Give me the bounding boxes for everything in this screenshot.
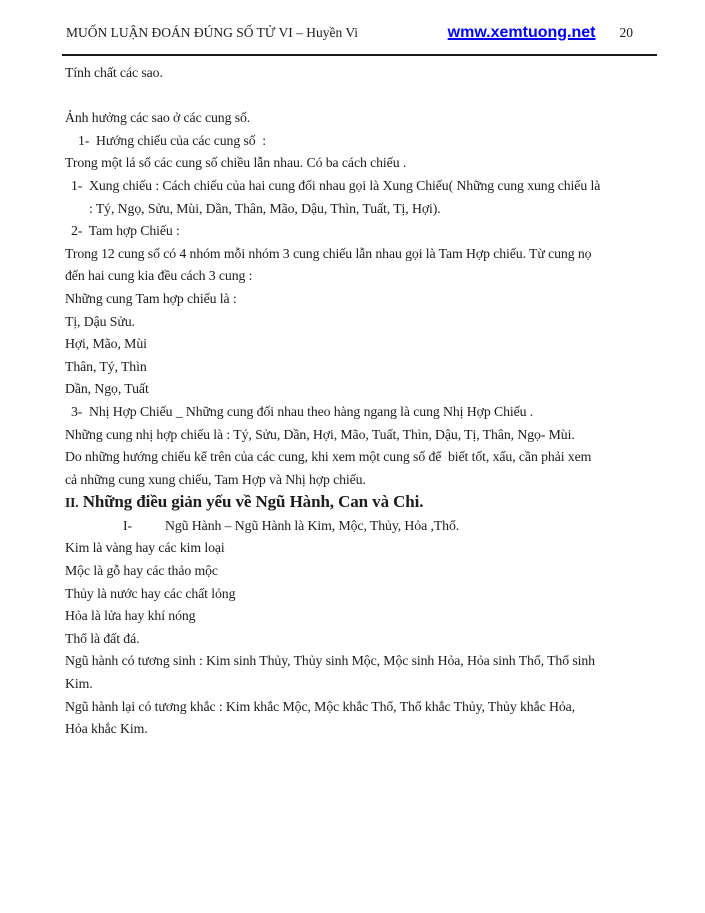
- list-item: 2- Tam hợp Chiếu :: [71, 223, 180, 239]
- list-item: 1- Xung chiếu : Cách chiếu của hai cung đối nhau gọi là Xung Chiếu( Những cung xung chiếu là: [71, 177, 601, 193]
- page-header: [0, 0, 705, 42]
- text-line: Mộc là gỗ hay các thảo mộc: [65, 563, 218, 579]
- text-line: Trong một lá số các cung số chiều lẫn nhau. Có ba cách chiếu .: [65, 155, 407, 171]
- text-line: đến hai cung kia đều cách 3 cung :: [65, 268, 253, 284]
- text-line: Thổ là đất đá.: [65, 630, 140, 646]
- blank-line: [65, 85, 669, 108]
- text-line: Ngũ hành lại có tương khắc : Kim khắc Mộc, Mộc khắc Thổ, Thổ khắc Thủy, Thủy khắc Hỏa,: [65, 698, 576, 714]
- header-divider: [62, 54, 657, 56]
- text-line: Hợi, Mão, Mùi: [65, 336, 147, 352]
- list-item: 3- Nhị Hợp Chiếu _ Những cung đối nhau theo hàng ngang là cung Nhị Hợp Chiếu .: [71, 403, 534, 419]
- list-item: 1- Hướng chiếu của các cung số :: [78, 132, 266, 148]
- section-heading: [65, 491, 669, 515]
- text-line: Những cung Tam hợp chiếu là :: [65, 290, 237, 306]
- page-number: 20: [619, 25, 633, 40]
- section-heading-text: Những điều giản yếu về Ngũ Hành, Can và Chi.: [78, 492, 424, 512]
- sub-item-marker: I-: [123, 517, 132, 533]
- sub-item-text: Ngũ Hành – Ngũ Hành là Kim, Mộc, Thủy, Hỏa ,Thổ.: [165, 517, 460, 533]
- text-line: Kim là vàng hay các kim loại: [65, 540, 225, 556]
- text-line: Do những hướng chiếu kể trên của các cung, khi xem một cung số để biết tốt, xấu, cần phải xem: [65, 449, 592, 465]
- section-heading-number: II.: [65, 495, 79, 511]
- text-line: Tính chất các sao.: [65, 65, 163, 80]
- text-line: Ngũ hành có tương sinh : Kim sinh Thủy, Thủy sinh Mộc, Mộc sinh Hỏa, Hỏa sinh Thổ, Thổ sinh: [65, 653, 595, 669]
- text-line: Thủy là nước hay các chất lỏng: [65, 585, 236, 601]
- text-line: Hỏa khắc Kim.: [65, 721, 148, 737]
- sub-item: [65, 515, 669, 538]
- document-title: MUỐN LUẬN ĐOÁN ĐÚNG SỐ TỬ VI – Huyền Vi: [66, 25, 359, 40]
- text-line: Những cung nhị hợp chiếu là : Tý, Sửu, Dần, Hợi, Mão, Tuất, Thìn, Dậu, Tị, Thân, Ngọ- Mùi.: [65, 426, 575, 442]
- text-line: Tị, Dậu Sửu.: [65, 313, 135, 329]
- text-line: Hỏa là lửa hay khí nóng: [65, 608, 196, 624]
- document-body: [65, 62, 669, 741]
- text-line: Kim.: [65, 676, 93, 692]
- text-line: Thân, Tý, Thìn: [65, 358, 147, 374]
- text-line: Trong 12 cung số có 4 nhóm mỗi nhóm 3 cung chiếu lẫn nhau gọi là Tam Hợp chiếu. Từ cung nọ: [65, 245, 592, 261]
- text-line: Dần, Ngọ, Tuất: [65, 381, 149, 397]
- text-line: : Tý, Ngọ, Sửu, Mùi, Dần, Thân, Mão, Dậu, Thìn, Tuất, Tị, Hợi).: [89, 200, 441, 216]
- text-line: Ảnh hưởng các sao ở các cung số.: [65, 110, 251, 126]
- website-link[interactable]: wmw.xemtuong.net: [447, 24, 596, 41]
- text-line: cả những cung xung chiếu, Tam Hợp và Nhị hợp chiếu.: [65, 471, 366, 487]
